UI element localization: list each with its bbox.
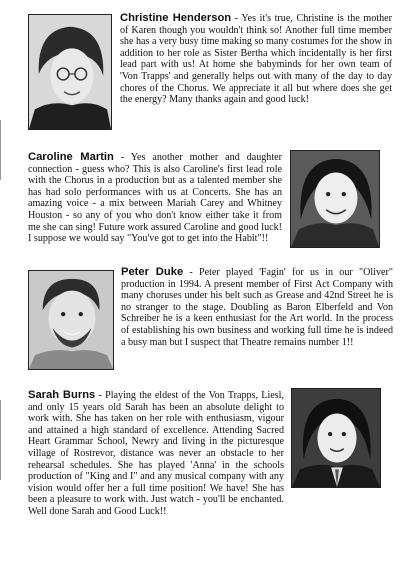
sarah-burns-bio xyxy=(28,390,284,518)
sarah-burns-photo xyxy=(291,388,381,488)
bio-name: Peter Duke xyxy=(121,266,184,278)
scan-edge-mark xyxy=(0,400,1,480)
bio-name: Caroline Martin xyxy=(28,151,114,163)
caroline-martin-bio xyxy=(28,152,282,245)
bio-text: - Peter played 'Fagin' for us in our "Oliver" production in 1994. A present member of First Act Company with many choruses under his belt such as Grease and 42nd Street he is no stranger to the stage. Doubling as Baron Elberfeld and Von Schreiber he is a keen enthusiast for the Art world. In the process of establishing his own business and working full time he is indeed a busy man but I suspect that Theatre remains number 1!! xyxy=(121,267,393,348)
bio-name: Christine Henderson xyxy=(120,12,232,24)
christine-henderson-photo xyxy=(28,14,112,130)
scan-edge-mark xyxy=(0,120,1,180)
caroline-martin-photo xyxy=(290,150,380,248)
bio-text: - Yes it's true, Christine is the mother of Karen though you wouldn't think so! Another full time member she has a very busy time making so many costumes for the show in addition to her role as Sister Bertha which incidentally is her first lead part with us! At home she babyminds for her own team of 'Von Trapps' and generally helps out with many of the day to day chores of the Chorus. We appreciate it all but where does she get the energy? Many thanks again and good luck! xyxy=(120,13,392,106)
peter-duke-photo xyxy=(28,270,114,370)
peter-duke-bio xyxy=(121,267,393,348)
christine-henderson-bio xyxy=(120,13,392,106)
bio-text: - Yes another mother and daughter connection - guess who? This is also Caroline's first lead role with the Chorus in a production but as a talented member she has had solo performances with us at Concerts. She has an amazing voice - a mix between Mariah Carey and Whitney Houston - so any of you who don't know either take it from me she can sing! Future work assured Caroline and good luck! I suppose we would say "You've got to get into the Habit"!! xyxy=(28,152,283,245)
bio-text: - Playing the eldest of the Von Trapps, Liesl, and only 15 years old Sarah has been an absolute delight to work with. She has taken on her role with enthusiasm, vigour and attained a high standard of excellence. Attending Sacred Heart Grammar School, Newry and living in the picturesque village of Rostrevor, distance was never an obstacle to her rehearsal schedules. She has played 'Anna' in the schools production of "King and I" and any musical company with any vision would offer her a full time position! We have! She has been a pleasure to work with. Just watch - you'll be enchanted. Well done Sarah and Good Luck!! xyxy=(28,390,284,517)
bio-name: Sarah Burns xyxy=(28,389,96,401)
